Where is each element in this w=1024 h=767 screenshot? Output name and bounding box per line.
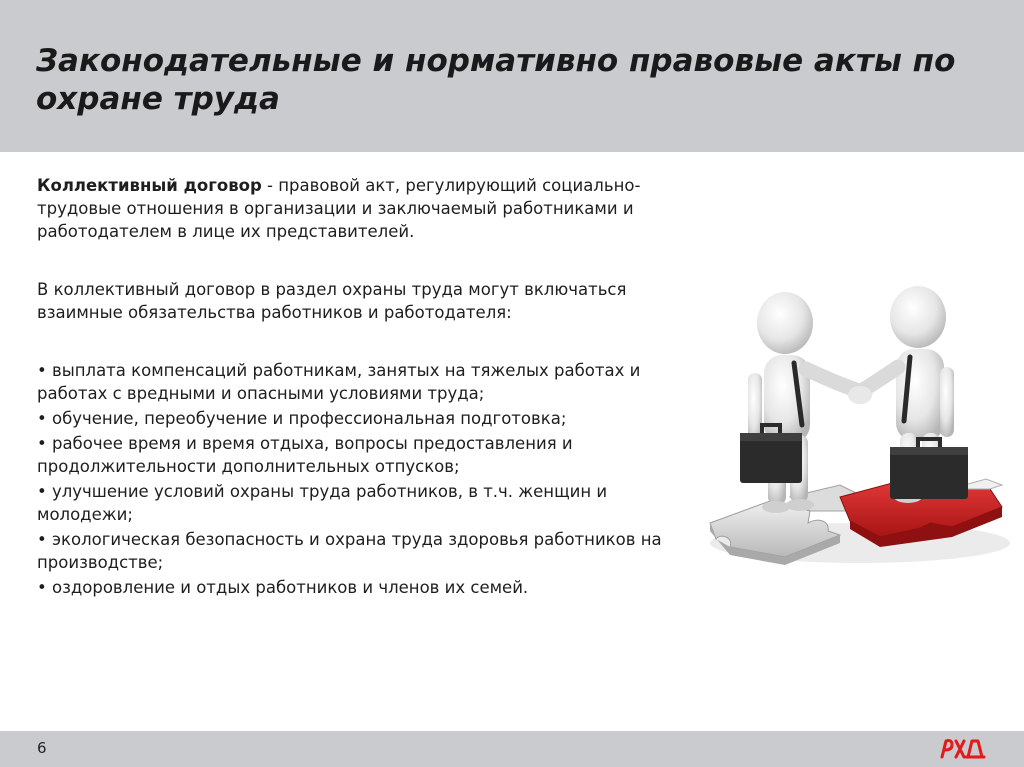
handshake-illustration bbox=[690, 275, 1015, 575]
list-item: • оздоровление и отдых работников и членов их семей. bbox=[37, 578, 529, 597]
page-number: 6 bbox=[37, 739, 47, 757]
slide-title: Законодательные и нормативно правовые акты по охране труда bbox=[36, 43, 956, 117]
slide-body bbox=[37, 174, 697, 601]
obligations-list bbox=[37, 359, 697, 599]
slide-header bbox=[0, 0, 1024, 152]
list-item: • экологическая безопасность и охрана труда здоровья работников на производстве; bbox=[37, 530, 662, 572]
list-item: • улучшение условий охраны труда работников, в т.ч. женщин и молодежи; bbox=[37, 482, 608, 524]
list-item: • выплата компенсаций работникам, занятых на тяжелых работах и работах с вредными и опасными условиями труда; bbox=[37, 361, 641, 403]
intro-definition: - правовой акт, регулирующий социально- трудовые отношения в организации и заключаемый работниками и работодателем в лице их представителей. bbox=[37, 176, 641, 241]
section-paragraph: В коллективный договор в раздел охраны труда могут включаться взаимные обязательства работников и работодателя: bbox=[37, 280, 627, 322]
slide-footer bbox=[0, 731, 1024, 767]
rzd-logo-icon bbox=[938, 735, 988, 761]
list-item: • рабочее время и время отдыха, вопросы предоставления и продолжительности дополнительных отпусков; bbox=[37, 434, 573, 476]
intro-term: Коллективный договор bbox=[37, 176, 262, 195]
intro-paragraph bbox=[37, 174, 697, 243]
left-briefcase-icon bbox=[740, 425, 802, 483]
right-briefcase-icon bbox=[890, 439, 968, 499]
list-item: • обучение, переобучение и профессиональная подготовка; bbox=[37, 409, 567, 428]
